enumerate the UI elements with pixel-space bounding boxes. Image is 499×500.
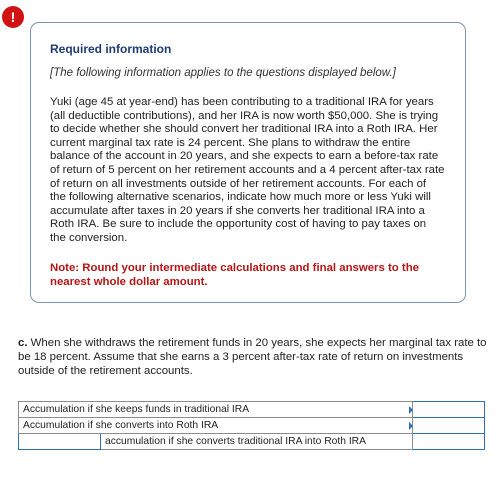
alert-icon: ! xyxy=(2,6,24,28)
input-marker-icon xyxy=(409,422,413,430)
difference-label xyxy=(101,434,413,450)
row-label-text: Accumulation if she keeps funds in traditional IRA xyxy=(23,404,250,415)
answer-row-roth xyxy=(19,418,485,434)
answer-row-traditional xyxy=(19,402,485,418)
question-text: When she withdraws the retirement funds in 20 years, she expects her marginal tax rate to be 18 percent. Assume that she earns a 3 percent after-tax rate of return on investments outside of the retirement accounts. xyxy=(18,337,487,377)
required-information-panel xyxy=(30,22,466,303)
input-marker-icon xyxy=(409,406,413,414)
problem-text: Yuki (age 45 at year-end) has been contributing to a traditional IRA for years (all deductible contributions), and her IRA is now worth $50,000. She is trying to decide whether she should convert her traditional IRA into a Roth IRA. Her current marginal tax rate is 24 percent. She plans to withdraw the entire balance of the account in 20 years, and she expects to earn a before-tax rate of return of 5 percent on her retirement accounts and a 4 percent after-tax rate of return on all investments outside of her retirement accounts. For each of the following alternative scenarios, indicate how much more or less Yuki will accumulate after taxes in 20 years if she converts her traditional IRA into a Roth IRA. Be sure to include the opportunity cost of having to pay taxes on the conversion. xyxy=(50,96,445,244)
rounding-note: Note: Round your intermediate calculations and final answers to the nearest whole dollar amount. xyxy=(50,262,419,288)
traditional-ira-amount-input[interactable] xyxy=(413,402,485,418)
traditional-ira-label xyxy=(19,402,413,418)
row-label-text: accumulation if she converts traditional IRA into Roth IRA xyxy=(105,436,366,447)
panel-title: Required information xyxy=(50,42,172,56)
difference-amount-input[interactable] xyxy=(413,434,485,450)
answer-row-difference xyxy=(19,434,485,450)
panel-subtitle: [The following information applies to the questions displayed below.] xyxy=(50,67,396,79)
question-letter: c. xyxy=(18,337,28,349)
more-less-selector[interactable] xyxy=(19,434,101,450)
roth-ira-amount-input[interactable] xyxy=(413,418,485,434)
answer-table xyxy=(18,401,485,450)
question-c xyxy=(18,336,488,378)
row-label-text: Accumulation if she converts into Roth IRA xyxy=(23,420,219,431)
roth-ira-label xyxy=(19,418,413,434)
